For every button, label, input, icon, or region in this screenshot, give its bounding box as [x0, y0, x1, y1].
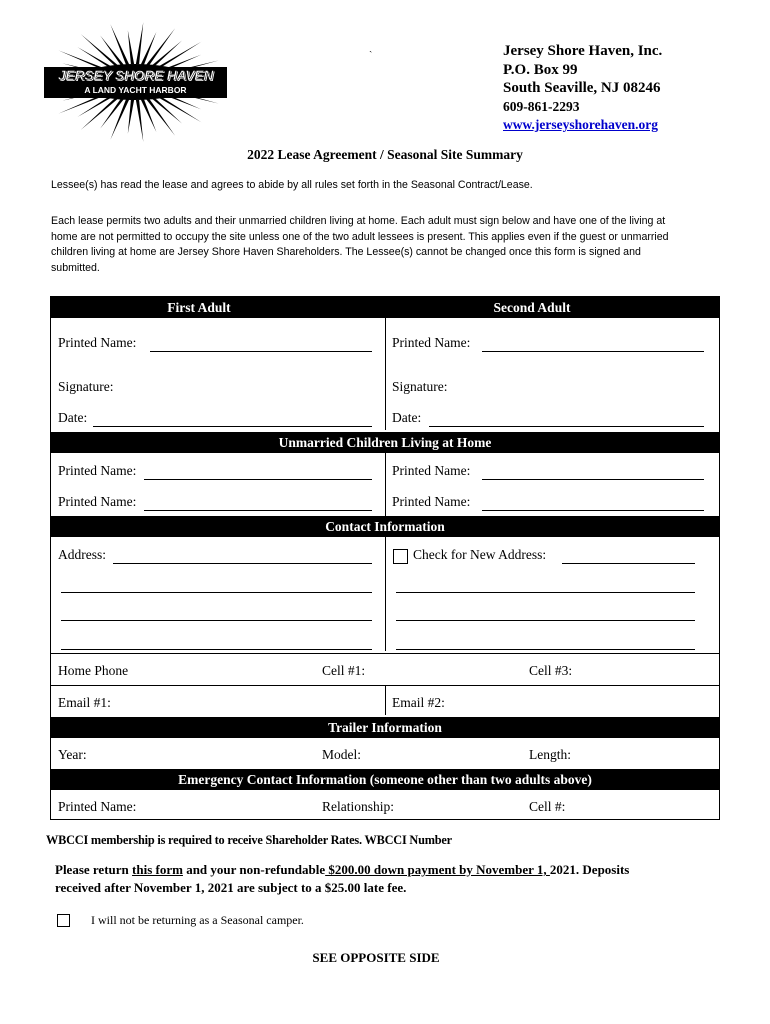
- contact-header: Contact Information: [51, 516, 719, 537]
- child1-name-label: Printed Name:: [58, 463, 137, 478]
- second-printed-name-field[interactable]: [482, 351, 704, 352]
- first-printed-name-label: Printed Name:: [58, 335, 137, 350]
- address-label: Address:: [58, 547, 106, 562]
- address-field-4[interactable]: [61, 649, 372, 650]
- logo-ray: [81, 96, 120, 130]
- new-address-checkbox[interactable]: [393, 549, 408, 564]
- logo-name: JERSEY SHORE HAVEN: [57, 67, 214, 83]
- address-field-1[interactable]: [113, 563, 372, 564]
- emergency-header: Emergency Contact Information (someone other than two adults above): [51, 769, 719, 790]
- website-link[interactable]: www.jerseyshorehaven.org: [503, 117, 658, 132]
- contact-divider: [385, 537, 386, 651]
- child4-name-field[interactable]: [482, 510, 704, 511]
- return-text-1: Please return: [55, 862, 133, 877]
- address-field-2[interactable]: [61, 592, 372, 593]
- logo-ray: [81, 34, 120, 68]
- new-address-field-3[interactable]: [396, 620, 695, 621]
- see-opposite-side: SEE OPPOSITE SIDE: [312, 950, 440, 965]
- first-printed-name-field[interactable]: [150, 351, 372, 352]
- address-field-3[interactable]: [61, 620, 372, 621]
- column-divider: [385, 318, 386, 430]
- length-label: Length:: [529, 747, 571, 762]
- logo-ray: [110, 24, 129, 65]
- not-returning-checkbox[interactable]: [57, 914, 70, 927]
- org-name: Jersey Shore Haven, Inc.: [503, 43, 663, 59]
- email2-label: Email #2:: [392, 695, 445, 710]
- this-form-text: this form: [132, 862, 183, 877]
- trailer-header: Trailer Information: [51, 717, 719, 738]
- logo-ray: [141, 32, 157, 65]
- org-city: South Seaville, NJ 08246: [503, 80, 661, 96]
- late-fee-text: received after November 1, 2021 are subject to a $25.00 late fee.: [55, 880, 407, 895]
- page-title: 2022 Lease Agreement / Seasonal Site Summary: [247, 147, 523, 162]
- first-date-label: Date:: [58, 410, 88, 425]
- intro-text: Lessee(s) has read the lease and agrees to abide by all rules set forth in the Seasonal Contract/Lease.: [51, 179, 533, 191]
- second-printed-name-label: Printed Name:: [392, 335, 471, 350]
- email1-label: Email #1:: [58, 695, 111, 710]
- new-address-field-4[interactable]: [396, 649, 695, 650]
- deadline-text: $200.00 down payment by November 1,: [325, 862, 550, 877]
- emergency-cell-label: Cell #:: [529, 799, 566, 814]
- second-adult-header: Second Adult: [493, 300, 571, 315]
- second-date-field[interactable]: [429, 426, 704, 427]
- year-label: Year:: [58, 747, 87, 762]
- child1-name-field[interactable]: [144, 479, 372, 480]
- return-text-2: and your non-refundable: [182, 862, 326, 877]
- wbcci-note: WBCCI membership is required to receive Shareholder Rates. WBCCI Number: [46, 833, 452, 847]
- lease-form: [50, 296, 720, 820]
- model-label: Model:: [322, 747, 361, 762]
- stray-mark: ˎ: [369, 42, 373, 53]
- logo-ray: [141, 99, 157, 132]
- return-note: [55, 861, 629, 897]
- child3-name-label: Printed Name:: [58, 494, 137, 509]
- child4-name-label: Printed Name:: [392, 494, 471, 509]
- children-divider: [385, 453, 386, 516]
- relationship-label: Relationship:: [322, 799, 394, 814]
- logo-tagline: A LAND YACHT HARBOR: [84, 85, 187, 95]
- new-address-label: Check for New Address:: [413, 547, 547, 562]
- cell1-label: Cell #1:: [322, 663, 366, 678]
- return-text-3: 2021. Deposits: [549, 862, 630, 877]
- child2-name-label: Printed Name:: [392, 463, 471, 478]
- new-address-field-1[interactable]: [562, 563, 695, 564]
- logo-ray: [110, 99, 129, 140]
- children-header: Unmarried Children Living at Home: [51, 432, 719, 453]
- org-phone: 609-861-2293: [503, 98, 580, 114]
- policy-text: Each lease permits two adults and their unmarried children living at home. Each adult must sign below and have one of the living at home are not permitted to occupy the site unless one of the two adult lessees is present. This applies even if the guest or unmarried children living at home are Jersey Shore Haven Shareholders. The Lessee(s) cannot be changed once this form is signed and submitted.: [51, 215, 669, 274]
- org-po-box: P.O. Box 99: [503, 61, 578, 78]
- first-signature-label: Signature:: [58, 379, 114, 394]
- child3-name-field[interactable]: [144, 510, 372, 511]
- logo-ray: [128, 100, 134, 134]
- org-header: [503, 42, 662, 135]
- second-signature-label: Signature:: [392, 379, 448, 394]
- first-date-field[interactable]: [93, 426, 372, 427]
- child2-name-field[interactable]: [482, 479, 704, 480]
- cell3-label: Cell #3:: [529, 663, 573, 678]
- not-returning-label: I will not be returning as a Seasonal camper.: [91, 913, 304, 927]
- second-date-label: Date:: [392, 410, 422, 425]
- emergency-name-label: Printed Name:: [58, 799, 137, 814]
- home-phone-label: Home Phone: [58, 663, 129, 678]
- logo: [44, 20, 227, 145]
- first-adult-header: First Adult: [167, 300, 231, 315]
- logo-ray: [136, 22, 143, 64]
- email-divider: [385, 686, 386, 715]
- new-address-field-2[interactable]: [396, 592, 695, 593]
- logo-ray: [136, 100, 143, 142]
- contact-row-divider-1: [51, 653, 719, 654]
- logo-ray: [128, 30, 134, 64]
